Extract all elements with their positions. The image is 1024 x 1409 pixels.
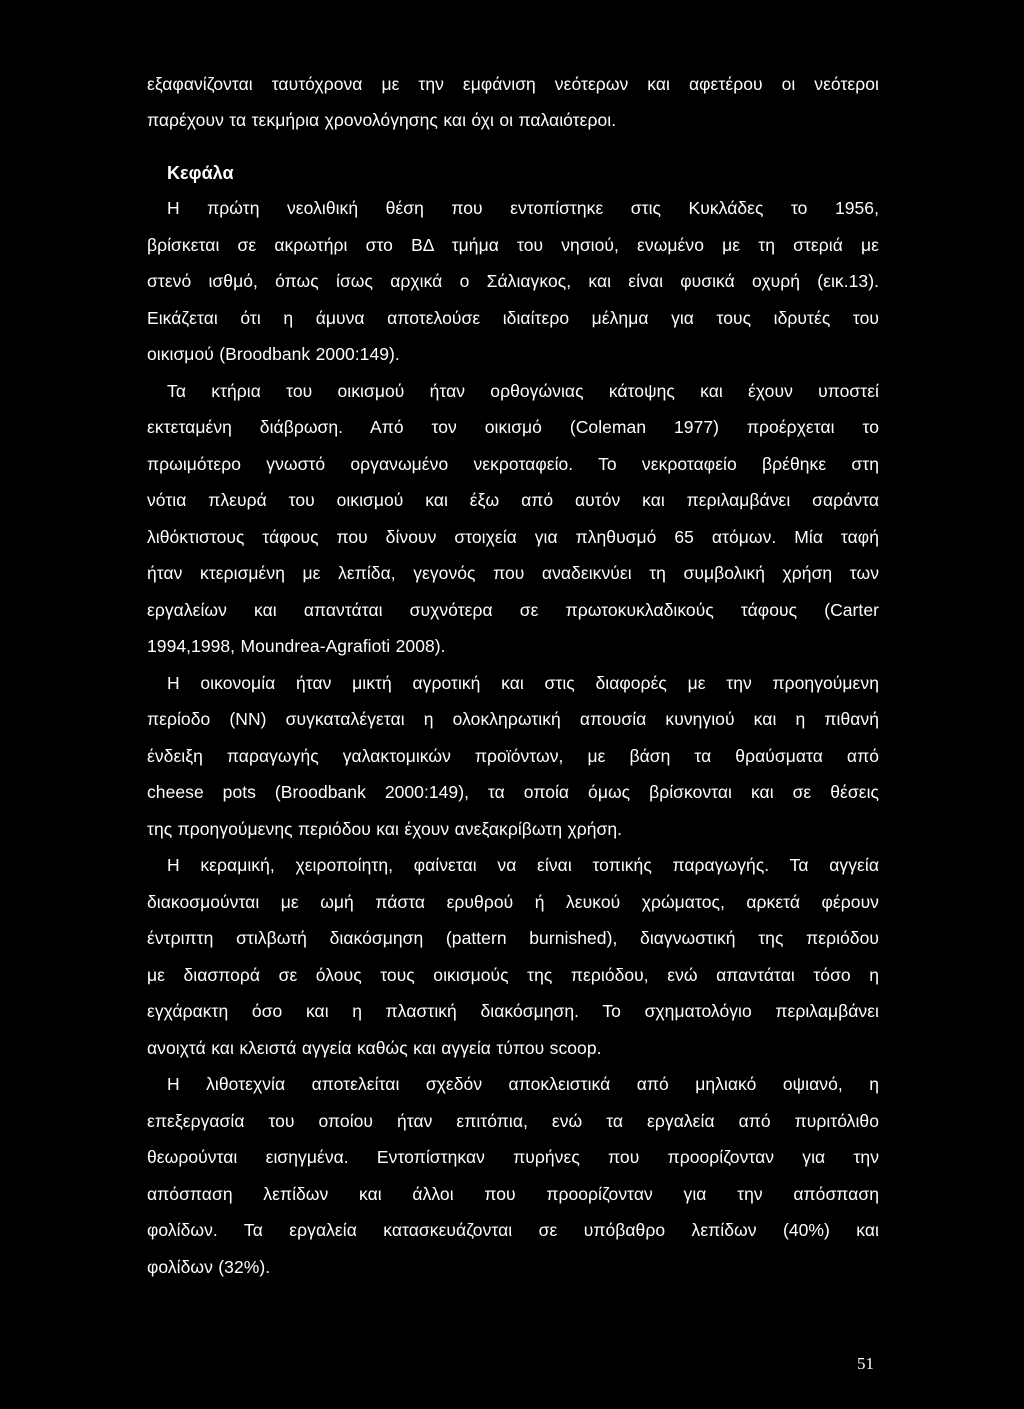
text-line: εγχάρακτη όσο και η πλαστική διακόσμηση. Το σχηματολόγιο περιλαμβάνει <box>147 1001 879 1021</box>
text-line: της προηγούμενης περιόδου και έχουν ανεξακρίβωτη χρήση. <box>147 819 623 839</box>
text-line: εξαφανίζονται ταυτόχρονα με την εμφάνιση νεότερων και αφετέρου οι νεότεροι <box>147 74 879 94</box>
text-line: επεξεργασία του οποίου ήταν επιτόπια, ενώ τα εργαλεία από πυριτόλιθο <box>147 1111 879 1131</box>
text-line: διακοσμούνται με ωμή πάστα ερυθρού ή λευκού χρώματος, αρκετά φέρουν <box>147 892 879 912</box>
text-line: έντριπτη στιλβωτή διακόσμηση (pattern burnished), διαγνωστική της περιόδου <box>147 928 879 948</box>
text-line: θεωρούνται εισηγμένα. Εντοπίστηκαν πυρήνες που προορίζονταν για την <box>147 1147 879 1167</box>
text-line: απόσπαση λεπίδων και άλλοι που προορίζονταν για την απόσπαση <box>147 1184 879 1204</box>
text-line: cheese pots (Broodbank 2000:149), τα οποία όμως βρίσκονται και σε θέσεις <box>147 782 879 802</box>
text-line: εργαλείων και απαντάται συχνότερα σε πρωτοκυκλαδικούς τάφους (Carter <box>147 600 879 620</box>
text-line: Η λιθοτεχνία αποτελείται σχεδόν αποκλειστικά από μηλιακό οψιανό, η <box>167 1074 879 1094</box>
text-line: Η οικονομία ήταν μικτή αγροτική και στις διαφορές με την προηγούμενη <box>167 673 879 693</box>
text-line: παρέχουν τα τεκμήρια χρονολόγησης και όχι οι παλαιότεροι. <box>147 110 617 130</box>
text-line: νότια πλευρά του οικισμού και έξω από αυτόν και περιλαμβάνει σαράντα <box>147 490 879 510</box>
text-line: φολίδων. Τα εργαλεία κατασκευάζονται σε υπόβαθρο λεπίδων (40%) και <box>147 1220 879 1240</box>
section-heading: Κεφάλα <box>167 163 234 183</box>
text-line: πρωιμότερο γνωστό οργανωμένο νεκροταφείο. Το νεκροταφείο βρέθηκε στη <box>147 454 879 474</box>
text-line: 1994,1998, Moundrea-Agrafioti 2008). <box>147 636 446 656</box>
text-line: περίοδο (ΝΝ) συγκαταλέγεται η ολοκληρωτική απουσία κυνηγιού και η πιθανή <box>147 709 879 729</box>
text-line: ήταν κτερισμένη με λεπίδα, γεγονός που αναδεικνύει τη συμβολική χρήση των <box>147 563 879 583</box>
text-line: Η πρώτη νεολιθική θέση που εντοπίστηκε στις Κυκλάδες το 1956, <box>167 198 879 218</box>
text-line: Τα κτήρια του οικισμού ήταν ορθογώνιας κάτοψης και έχουν υποστεί <box>167 381 879 401</box>
text-line: ένδειξη παραγωγής γαλακτομικών προϊόντων, με βάση τα θραύσματα από <box>147 746 879 766</box>
text-line: Η κεραμική, χειροποίητη, φαίνεται να είναι τοπικής παραγωγής. Τα αγγεία <box>167 855 879 875</box>
text-line: εκτεταμένη διάβρωση. Από τον οικισμό (Coleman 1977) προέρχεται το <box>147 417 879 437</box>
text-line: οικισμού (Broodbank 2000:149). <box>147 344 400 364</box>
text-line: φολίδων (32%). <box>147 1257 271 1277</box>
text-line: στενό ισθμό, όπως ίσως αρχικά ο Σάλιαγκος, και είναι φυσικά οχυρή (εικ.13). <box>147 271 879 291</box>
text-line: βρίσκεται σε ακρωτήρι στο ΒΔ τμήμα του νησιού, ενωμένο με τη στεριά με <box>147 235 879 255</box>
text-line: με διασπορά σε όλους τους οικισμούς της περιόδου, ενώ απαντάται τόσο η <box>147 965 879 985</box>
text-line: Εικάζεται ότι η άμυνα αποτελούσε ιδιαίτερο μέλημα για τους ιδρυτές του <box>147 308 879 328</box>
page-number: 51 <box>857 1354 874 1373</box>
text-line: ανοιχτά και κλειστά αγγεία καθώς και αγγεία τύπου scoop. <box>147 1038 602 1058</box>
text-line: λιθόκτιστους τάφους που δίνουν στοιχεία για πληθυσμό 65 ατόμων. Μία ταφή <box>147 527 879 547</box>
